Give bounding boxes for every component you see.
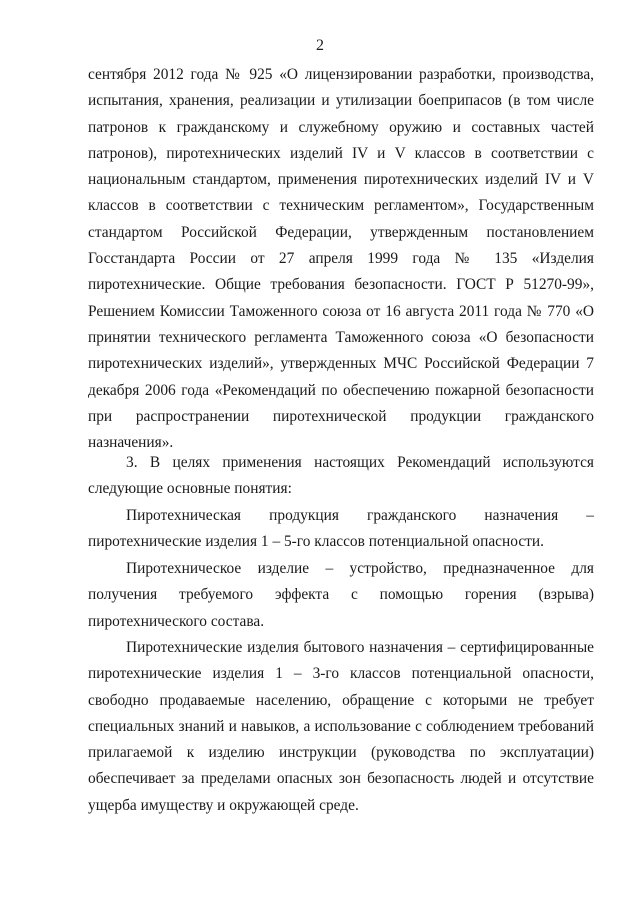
text-line: пиротехнических изделий», утвержденных МЧС Российской Федерации 7 <box>88 355 594 373</box>
text-line: получения требуемого эффекта с помощью горения (взрыва) <box>88 586 594 604</box>
text-line: Решением Комиссии Таможенного союза от 16 августа 2011 года № 770 «О <box>88 302 594 320</box>
paragraph-continuation <box>88 62 594 456</box>
text-line: декабря 2006 года «Рекомендаций по обеспечению пожарной безопасности <box>88 381 594 399</box>
text-line: пиротехнического состава. <box>88 612 265 630</box>
text-line: Пиротехническое изделие – устройство, предназначенное для <box>126 560 594 577</box>
text-line: патронов к гражданскому и служебному оружию и составных частей <box>88 118 594 136</box>
text-line: при распространении пиротехнической продукции гражданского <box>88 407 594 425</box>
text-line: пиротехнические изделия 1 – 3-го классов потенциальной опасности, <box>88 665 594 683</box>
text-line: назначения». <box>88 434 174 452</box>
definition-household-pyrotechnics <box>88 635 594 819</box>
text-line: классов в соответствии с техническим регламентом», Государственным <box>88 197 594 215</box>
text-line: свободно продаваемые населению, обращение с которыми не требует <box>88 691 594 709</box>
text-line: стандартом Российской Федерации, утвержденным постановлением <box>88 223 594 241</box>
text-line: испытания, хранения, реализации и утилизации боеприпасов (в том числе <box>88 92 594 110</box>
text-line: патронов), пиротехнических изделий IV и V классов в соответствии с <box>88 144 594 162</box>
text-line: ущерба имуществу и окружающей среде. <box>88 796 359 814</box>
text-line: принятии технического регламента Таможенного союза «О безопасности <box>88 328 594 346</box>
text-line: Пиротехническая продукция гражданского назначения – <box>126 507 594 524</box>
definition-pyrotechnic-device <box>88 556 594 635</box>
text-line: пиротехнические изделия 1 – 5-го классов потенциальной опасности. <box>88 533 544 551</box>
text-line: Госстандарта России от 27 апреля 1999 года № 135 «Изделия <box>88 250 594 268</box>
text-line: сентября 2012 года № 925 «О лицензировании разработки, производства, <box>88 66 594 83</box>
page-number: 2 <box>316 37 324 54</box>
text-line: прилагаемой к изделию инструкции (руководства по эксплуатации) <box>88 744 594 762</box>
text-line: национальным стандартом, применения пиротехнических изделий IV и V <box>88 171 594 189</box>
paragraph-item-3 <box>88 450 594 503</box>
definition-pyrotechnic-products <box>88 503 594 556</box>
text-line: следующие основные понятия: <box>88 480 292 498</box>
text-line: специальных знаний и навыков, а использование с соблюдением требований <box>88 717 594 735</box>
text-line: 3. В целях применения настоящих Рекомендаций используются <box>126 454 594 471</box>
text-line: пиротехнические. Общие требования безопасности. ГОСТ Р 51270-99», <box>88 276 594 294</box>
text-line: обеспечивает за пределами опасных зон безопасность людей и отсутствие <box>88 770 594 788</box>
text-line: Пиротехнические изделия бытового назначения – сертифицированные <box>126 639 594 656</box>
